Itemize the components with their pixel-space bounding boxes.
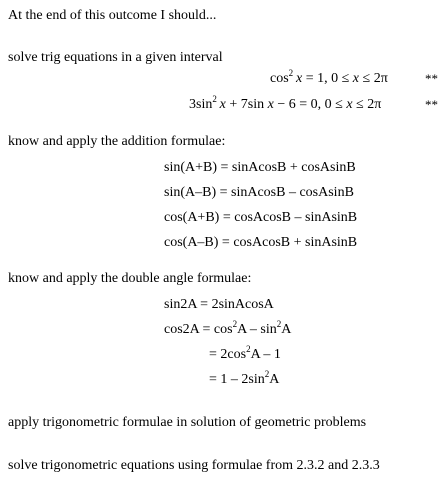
eq2-var: x [219,97,226,112]
equation-sin-quadratic [189,94,382,113]
eq1-marker: ** [425,71,438,86]
alt1-post: A – 1 [250,347,281,362]
addition-formula-sin-plus: sin(A+B) = sinAcosB + cosAsinB [164,160,356,175]
double-angle-cos2a-alt2 [209,369,280,388]
addition-formula-cos-minus: cos(A–B) = cosAcosB + sinAsinB [164,235,358,250]
intro-text: At the end of this outcome I should... [8,8,217,23]
alt1-pre: = 2cos [209,347,247,362]
alt2-post: A [269,372,280,387]
eq1-power: 2 [288,68,294,78]
double-angle-heading: know and apply the double angle formulae: [8,271,252,286]
eq1-rhs: = 1, 0 ≤ [302,71,353,86]
addition-formula-sin-minus: sin(A–B) = sinAcosB – cosAsinB [164,185,354,200]
eq2-coef: 3sin [189,97,213,112]
double-angle-sin2a: sin2A = 2sinAcosA [164,297,274,312]
alt2-power: 2 [264,369,270,379]
eq1-func: cos [270,71,289,86]
eq1-var: x [295,71,303,86]
eq2-marker: ** [425,97,438,112]
cos2a-lhs: cos2A = cos [164,322,233,337]
double-angle-cos2a [164,319,292,338]
eq2-power: 2 [212,94,217,104]
eq1-range: ≤ 2π [359,71,388,86]
trig-equations-heading: solve trig equations in a given interval [8,50,223,65]
using-formulae-text: solve trigonometric equations using formulae from 2.3.2 and 2.3.3 [8,458,380,473]
equation-cos-squared [270,68,388,87]
cos2a-power2: 2 [276,319,282,329]
eq2-var2: x [267,97,274,112]
alt2-pre: = 1 – 2sin [209,372,265,387]
cos2a-power1: 2 [232,319,238,329]
cos2a-end: A [281,322,292,337]
alt1-power: 2 [246,344,251,354]
double-angle-cos2a-alt1 [209,344,281,363]
addition-formula-cos-plus: cos(A+B) = cosAcosB – sinAsinB [164,210,358,225]
eq2-range: ≤ 2π [352,97,382,112]
cos2a-mid: A – sin [237,322,277,337]
geometric-problems-text: apply trigonometric formulae in solution of geometric problems [8,415,367,430]
addition-heading: know and apply the addition formulae: [8,134,226,149]
eq1-var2: x [352,71,360,86]
eq2-mid: + 7sin [225,97,268,112]
eq2-rhs: − 6 = 0, 0 ≤ [273,97,347,112]
eq2-var3: x [346,97,353,112]
